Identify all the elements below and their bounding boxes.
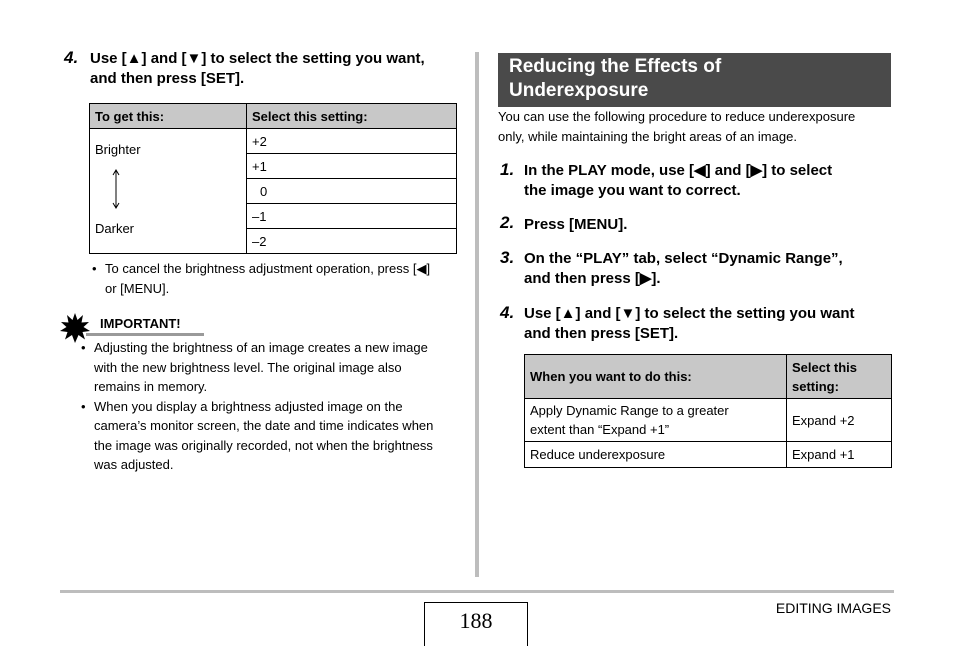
table-header-select-setting bbox=[787, 355, 892, 399]
important-bullets bbox=[78, 338, 458, 475]
important-underline bbox=[86, 333, 204, 336]
up-down-arrow-icon bbox=[110, 169, 122, 209]
row-setting-expand-1: Expand +1 bbox=[787, 442, 892, 468]
intro-text bbox=[498, 107, 898, 146]
table-header-get: To get this: bbox=[90, 104, 247, 129]
section-title-bar bbox=[498, 53, 891, 107]
table-header-setting: Select this setting: bbox=[247, 104, 457, 129]
step-1-line: In the PLAY mode, use [◀] and [▶] to select bbox=[524, 162, 833, 179]
section-title bbox=[498, 53, 891, 103]
step-4b-number: 4. bbox=[500, 303, 515, 322]
step-1-number: 1. bbox=[500, 160, 515, 179]
setting-plus-2: +2 bbox=[247, 129, 457, 154]
important-title: IMPORTANT! bbox=[100, 316, 181, 331]
important-bullet-2-line: was adjusted. bbox=[94, 457, 174, 472]
intro-line-1: You can use the following procedure to reduce underexposure bbox=[498, 109, 856, 124]
step-4b-text bbox=[524, 304, 894, 344]
intro-line-2: only, while maintaining the bright areas of an image. bbox=[498, 128, 797, 144]
important-bullet-1-line: with the new brightness level. The original image also bbox=[94, 359, 402, 375]
column-divider bbox=[475, 52, 479, 577]
section-title-line-1: Reducing the Effects of bbox=[509, 56, 722, 77]
setting-zero: 0 bbox=[247, 179, 457, 204]
setting-minus-1: –1 bbox=[247, 204, 457, 229]
step-4-number: 4. bbox=[64, 48, 79, 67]
header-line: Select this bbox=[792, 359, 858, 375]
step-2-number: 2. bbox=[500, 213, 515, 232]
step-3-number: 3. bbox=[500, 248, 515, 267]
important-bullet-2-line: the image was originally recorded, not when the brightness bbox=[94, 437, 433, 453]
cancel-note-line-2: or [MENU]. bbox=[105, 280, 170, 296]
step-4-text bbox=[90, 49, 470, 89]
step-3-line: and then press [▶]. bbox=[524, 270, 661, 287]
step-2-text bbox=[524, 215, 894, 235]
header-line: setting: bbox=[792, 378, 839, 394]
important-bullet-1-line: remains in memory. bbox=[94, 379, 208, 394]
important-bullet-2-line: • When you display a brightness adjusted image on the bbox=[94, 398, 403, 414]
setting-plus-1: +1 bbox=[247, 154, 457, 179]
table-header-action: When you want to do this: bbox=[525, 355, 787, 399]
cancel-note-line-1: • To cancel the brightness adjustment operation, press [◀] bbox=[105, 261, 431, 276]
cancel-note bbox=[89, 259, 475, 298]
step-4b-line: and then press [SET]. bbox=[524, 325, 679, 342]
action-line: Apply Dynamic Range to a greater bbox=[530, 403, 729, 418]
step-3-line: On the “PLAY” tab, select “Dynamic Range”, bbox=[524, 250, 843, 267]
brighter-label: Brighter bbox=[95, 142, 141, 157]
dynamic-range-table bbox=[524, 354, 892, 468]
important-bullet-2-line: camera’s monitor screen, the date and time indicates when bbox=[94, 418, 434, 433]
action-line: extent than “Expand +1” bbox=[530, 422, 670, 437]
setting-minus-2: –2 bbox=[247, 229, 457, 254]
step-4-line-2: and then press [SET]. bbox=[90, 70, 245, 87]
page-number: 188 bbox=[424, 602, 528, 646]
step-4-line-1: Use [▲] and [▼] to select the setting you want, bbox=[90, 50, 425, 67]
row-action-greater bbox=[525, 399, 787, 442]
brightness-table bbox=[89, 103, 457, 254]
footer-rule bbox=[60, 590, 894, 593]
important-bullet-1 bbox=[78, 338, 458, 397]
important-bullet-1-line: • Adjusting the brightness of an image creates a new image bbox=[94, 340, 428, 355]
step-4b-line: Use [▲] and [▼] to select the setting you want bbox=[524, 305, 855, 322]
footer-section-label: EDITING IMAGES bbox=[775, 600, 891, 616]
row-action-reduce: Reduce underexposure bbox=[525, 442, 787, 468]
important-bullet-2 bbox=[78, 397, 458, 475]
step-2-line: Press [MENU]. bbox=[524, 216, 628, 233]
darker-label: Darker bbox=[95, 221, 135, 236]
row-setting-expand-2: Expand +2 bbox=[787, 399, 892, 442]
step-3-text bbox=[524, 249, 894, 289]
brightness-scale-cell bbox=[90, 129, 247, 254]
section-title-line-2: Underexposure bbox=[509, 80, 649, 101]
step-1-text bbox=[524, 161, 894, 201]
step-1-line: the image you want to correct. bbox=[524, 182, 741, 199]
